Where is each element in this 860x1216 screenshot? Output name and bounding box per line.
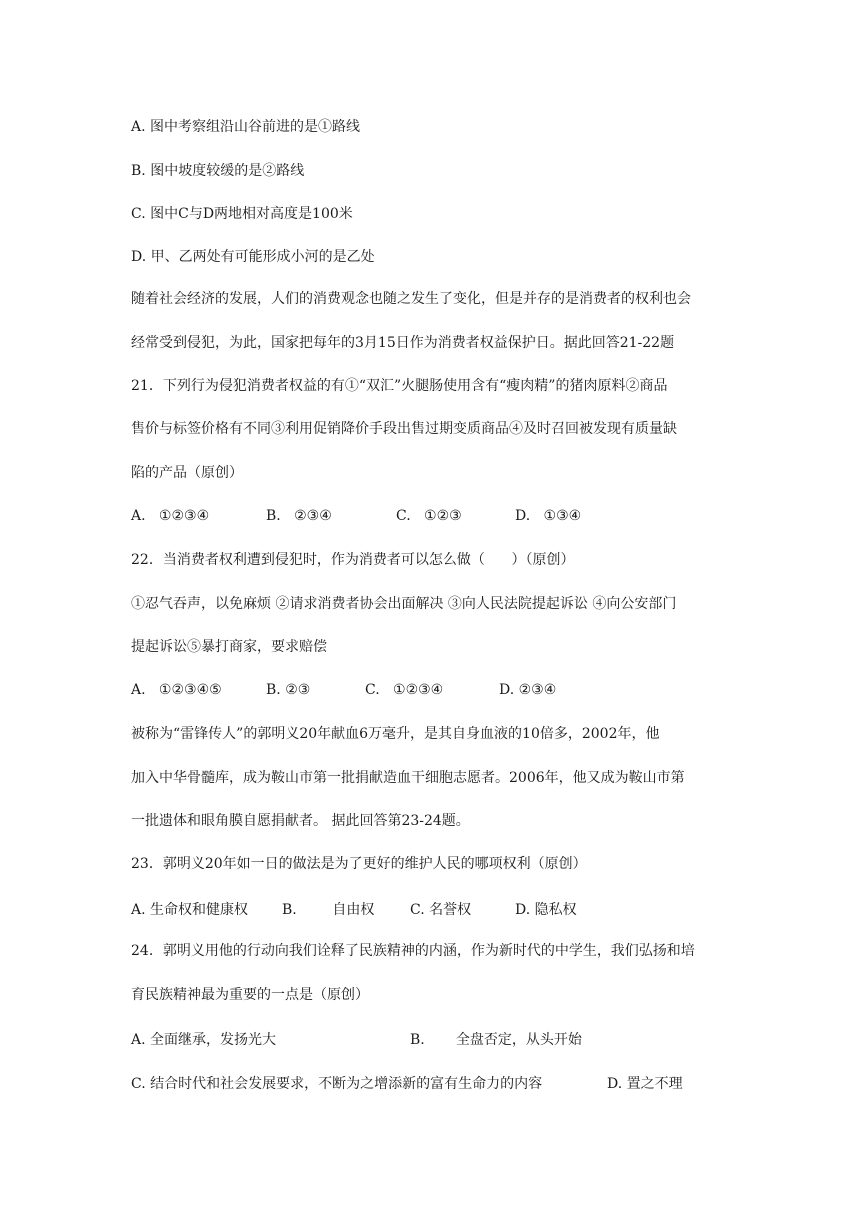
q21-stem-line-2: 售价与标签价格有不同③利用促销降价手段出售过期变质商品④及时召回被发现有质量缺	[131, 421, 677, 437]
q23-stem: 23．郭明义20年如一日的做法是为了更好的维护人民的哪项权利（原创）	[131, 856, 587, 872]
q23-option-d: D. 隐私权	[515, 902, 577, 918]
q21-option-a: A. ①②③④	[131, 508, 210, 524]
q21-option-d: D. ①③④	[515, 508, 582, 524]
q23-option-b: B. 自由权	[282, 902, 375, 918]
passage-21-22-line-1: 随着社会经济的发展，人们的消费观念也随之发生了变化，但是并存的是消费者的权利也会	[131, 291, 691, 307]
q23-option-a: A. 生命权和健康权	[131, 902, 249, 918]
q24-stem-line-2: 育民族精神最为重要的一点是（原创）	[131, 987, 369, 1003]
passage-23-24-line-1: 被称为“雷锋传人”的郭明义20年献血6万毫升，是其自身血液的10倍多，2002年，他	[131, 726, 660, 742]
q20-option-d: D. 甲、乙两处有可能形成小河的是乙处	[131, 249, 375, 265]
q22-option-a: A. ①②③④⑤	[131, 682, 222, 698]
q21-stem-line-3: 陷的产品（原创）	[131, 465, 243, 481]
passage-21-22-line-2: 经常受到侵犯，为此，国家把每年的3月15日作为消费者权益保护日。据此回答21-22题	[131, 335, 675, 351]
q21-option-b: B. ②③④	[266, 508, 332, 524]
q22-option-c: C. ①②③④	[365, 682, 444, 698]
q24-option-d: D. 置之不理	[607, 1076, 683, 1092]
q21-stem-line-1: 21．下列行为侵犯消费者权益的有①“双汇”火腿肠使用含有“瘦肉精”的猪肉原料②商品	[131, 378, 668, 394]
q20-option-b: B. 图中坡度较缓的是②路线	[131, 163, 305, 179]
q24-option-a: A. 全面继承，发扬光大	[131, 1032, 277, 1048]
q22-stem-line-1: 22．当消费者权利遭到侵犯时，作为消费者可以怎么做（ ）（原创）	[131, 552, 575, 568]
q24-option-b: B. 全盘否定，从头开始	[410, 1032, 582, 1048]
q22-stem-line-3: 提起诉讼⑤暴打商家，要求赔偿	[131, 639, 327, 655]
q23-option-c: C. 名誉权	[410, 902, 472, 918]
q24-stem-line-1: 24．郭明义用他的行动向我们诠释了民族精神的内涵，作为新时代的中学生，我们弘扬和培	[131, 943, 695, 959]
q22-option-b: B. ②③	[266, 682, 311, 698]
passage-23-24-line-3: 一批遗体和眼角膜自愿捐献者。 据此回答第23-24题。	[131, 813, 470, 829]
q22-option-d: D. ②③④	[499, 682, 557, 698]
q20-option-a: A. 图中考察组沿山谷前进的是①路线	[131, 119, 361, 135]
q24-option-c: C. 结合时代和社会发展要求，不断为之增添新的富有生命力的内容	[131, 1076, 543, 1092]
q20-option-c: C. 图中C与D两地相对高度是100米	[131, 206, 353, 222]
q21-option-c: C. ①②③	[396, 508, 462, 524]
passage-23-24-line-2: 加入中华骨髓库，成为鞍山市第一批捐献造血干细胞志愿者。2006年，他又成为鞍山市第	[131, 770, 685, 786]
q22-stem-line-2: ①忍气吞声，以免麻烦 ②请求消费者协会出面解决 ③向人民法院提起诉讼 ④向公安部门	[131, 596, 677, 612]
